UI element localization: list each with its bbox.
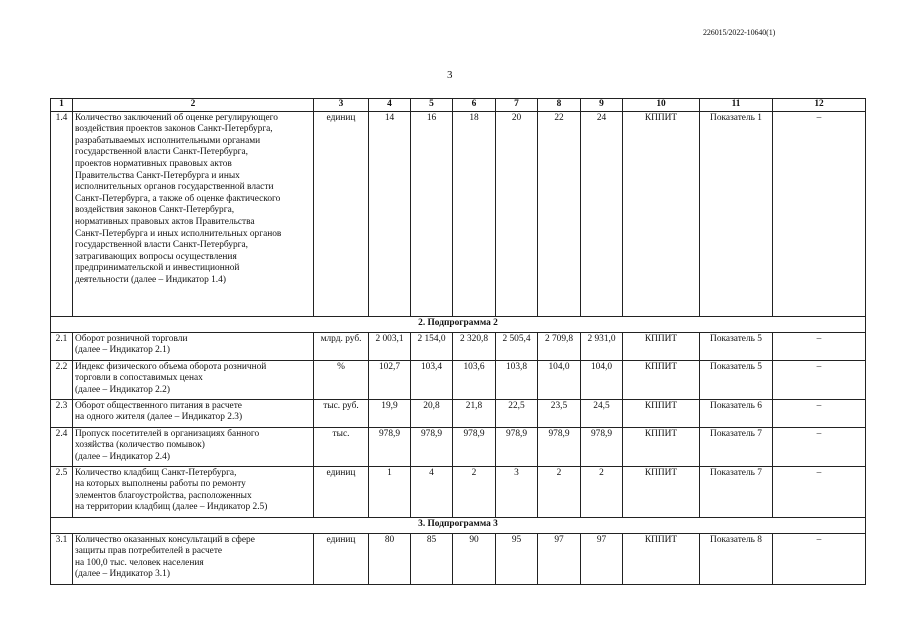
value-cell: 103,4 [411,360,453,399]
value-cell: 104,0 [538,360,581,399]
value-cell: 21,8 [453,399,496,427]
indicator-name-line: хозяйства (количество помывок) [75,440,205,451]
value-cell: 16 [411,111,453,316]
row-number: 2.3 [51,399,73,427]
value-cell: 978,9 [581,427,623,466]
section-title: 3. Подпрограмма 3 [51,517,866,533]
indicator-name-line: предпринимательской и инвестиционной [75,263,240,274]
table-header-row [51,99,866,112]
indicator-name [73,466,314,517]
indicator-link-cell: Показатель 7 [700,466,773,517]
value-cell: 4 [411,466,453,517]
indicator-name-line: разрабатываемых исполнительными органами [75,135,261,146]
column-header: 11 [700,99,773,112]
note-cell: – [773,533,866,584]
value-cell: 2 154,0 [411,332,453,360]
value-cell: 978,9 [496,427,538,466]
table-row [51,111,866,316]
section-row [51,517,866,533]
indicator-name-line: нормативных правовых актов Правительства [75,216,255,227]
indicator-name-line: торговли в сопоставимых ценах [75,373,203,384]
document-id: 226015/2022-10640(1) [703,28,776,37]
indicator-link-cell: Показатель 5 [700,332,773,360]
indicator-name [73,332,314,360]
indicator-name-line: исполнительных органов государственной власти [75,182,274,193]
indicator-name [73,427,314,466]
row-number: 2.2 [51,360,73,399]
indicator-name-line: (далее – Индикатор 2.2) [75,384,170,395]
source-cell: КППИТ [623,360,700,399]
indicator-name-line: элементов благоустройства, расположенных [75,490,252,501]
value-cell: 80 [369,533,411,584]
value-cell: 102,7 [369,360,411,399]
value-cell: 95 [496,533,538,584]
indicator-name-line: Санкт-Петербурга и иных исполнительных органов [75,228,282,239]
column-header: 7 [496,99,538,112]
indicator-name-line: деятельности (далее – Индикатор 1.4) [75,274,226,285]
indicator-name-line: защиты прав потребителей в расчете [75,546,223,557]
indicator-name [73,533,314,584]
row-number: 1.4 [51,111,73,316]
indicator-link-cell: Показатель 1 [700,111,773,316]
source-cell: КППИТ [623,533,700,584]
indicator-name-line: на которых выполнены работы по ремонту [75,479,246,490]
indicator-link-cell: Показатель 6 [700,399,773,427]
indicator-name-line: на одного жителя (далее – Индикатор 2.3) [75,412,243,423]
indicator-name-line: воздействия проектов законов Санкт-Петербурга, [75,124,273,135]
column-header: 8 [538,99,581,112]
value-cell: 2 [453,466,496,517]
note-cell: – [773,427,866,466]
indicator-name-line: проектов нормативных правовых актов [75,158,232,169]
indicator-name-line: Количество заключений об оценке регулирующего [75,112,278,123]
value-cell: 19,9 [369,399,411,427]
row-number: 2.5 [51,466,73,517]
value-cell: 103,6 [453,360,496,399]
indicator-link-cell: Показатель 7 [700,427,773,466]
section-title: 2. Подпрограмма 2 [51,316,866,332]
unit-cell: единиц [314,533,369,584]
unit-cell: тыс. руб. [314,399,369,427]
source-cell: КППИТ [623,427,700,466]
indicator-name-line: Санкт-Петербурга, а также об оценке фактического [75,193,281,204]
indicator-link-cell: Показатель 5 [700,360,773,399]
page-number: 3 [447,69,453,81]
column-header: 9 [581,99,623,112]
column-header: 6 [453,99,496,112]
column-header: 2 [73,99,314,112]
value-cell: 103,8 [496,360,538,399]
value-cell: 20,8 [411,399,453,427]
unit-cell: % [314,360,369,399]
column-header: 5 [411,99,453,112]
value-cell: 23,5 [538,399,581,427]
indicator-name-line: государственной власти Санкт-Петербурга, [75,240,249,251]
indicator-name-line: государственной власти Санкт-Петербурга, [75,147,249,158]
indicator-name [73,111,314,316]
source-cell: КППИТ [623,466,700,517]
note-cell: – [773,111,866,316]
indicator-name-line: затрагивающих вопросы осуществления [75,251,237,262]
indicator-name-line: Оборот общественного питания в расчете [75,400,242,411]
indicator-name-line: Количество оказанных консультаций в сфере [75,534,255,545]
value-cell: 2 505,4 [496,332,538,360]
column-header: 4 [369,99,411,112]
indicators-table [50,98,866,585]
value-cell: 18 [453,111,496,316]
column-header: 3 [314,99,369,112]
indicator-name-line: на территории кладбищ (далее – Индикатор 2.5) [75,502,268,513]
indicator-name-line: (далее – Индикатор 3.1) [75,569,170,580]
row-number: 3.1 [51,533,73,584]
value-cell: 85 [411,533,453,584]
row-number: 2.4 [51,427,73,466]
indicator-name-line: на 100,0 тыс. человек населения [75,557,204,568]
note-cell: – [773,332,866,360]
unit-cell: млрд. руб. [314,332,369,360]
value-cell: 14 [369,111,411,316]
value-cell: 22,5 [496,399,538,427]
value-cell: 978,9 [411,427,453,466]
table-row [51,360,866,399]
value-cell: 104,0 [581,360,623,399]
indicator-name-line: (далее – Индикатор 2.4) [75,451,170,462]
indicator-name-line: Пропуск посетителей в организациях банного [75,428,260,439]
value-cell: 2 [538,466,581,517]
unit-cell: единиц [314,111,369,316]
column-header: 10 [623,99,700,112]
row-number: 2.1 [51,332,73,360]
note-cell: – [773,360,866,399]
table-row [51,466,866,517]
source-cell: КППИТ [623,111,700,316]
section-row [51,316,866,332]
indicator-name-line: Индекс физического объема оборота розничной [75,361,267,372]
indicator-name-line: Правительства Санкт-Петербурга и иных [75,170,240,181]
value-cell: 24,5 [581,399,623,427]
indicator-link-cell: Показатель 8 [700,533,773,584]
value-cell: 978,9 [369,427,411,466]
indicator-name-line: Оборот розничной торговли [75,333,188,344]
indicator-name-line: (далее – Индикатор 2.1) [75,345,170,356]
value-cell: 2 931,0 [581,332,623,360]
source-cell: КППИТ [623,332,700,360]
value-cell: 2 709,8 [538,332,581,360]
table-row [51,427,866,466]
source-cell: КППИТ [623,399,700,427]
column-header: 12 [773,99,866,112]
value-cell: 97 [581,533,623,584]
note-cell: – [773,466,866,517]
note-cell: – [773,399,866,427]
table-row [51,533,866,584]
value-cell: 20 [496,111,538,316]
value-cell: 2 003,1 [369,332,411,360]
value-cell: 978,9 [453,427,496,466]
unit-cell: тыс. [314,427,369,466]
value-cell: 22 [538,111,581,316]
value-cell: 24 [581,111,623,316]
indicator-name-line: Количество кладбищ Санкт-Петербурга, [75,467,237,478]
value-cell: 978,9 [538,427,581,466]
unit-cell: единиц [314,466,369,517]
column-header: 1 [51,99,73,112]
value-cell: 97 [538,533,581,584]
table-row [51,332,866,360]
indicator-name-line: воздействия законов Санкт-Петербурга, [75,205,235,216]
value-cell: 3 [496,466,538,517]
indicator-name [73,399,314,427]
table-row [51,399,866,427]
value-cell: 1 [369,466,411,517]
value-cell: 2 320,8 [453,332,496,360]
indicator-name [73,360,314,399]
value-cell: 90 [453,533,496,584]
value-cell: 2 [581,466,623,517]
